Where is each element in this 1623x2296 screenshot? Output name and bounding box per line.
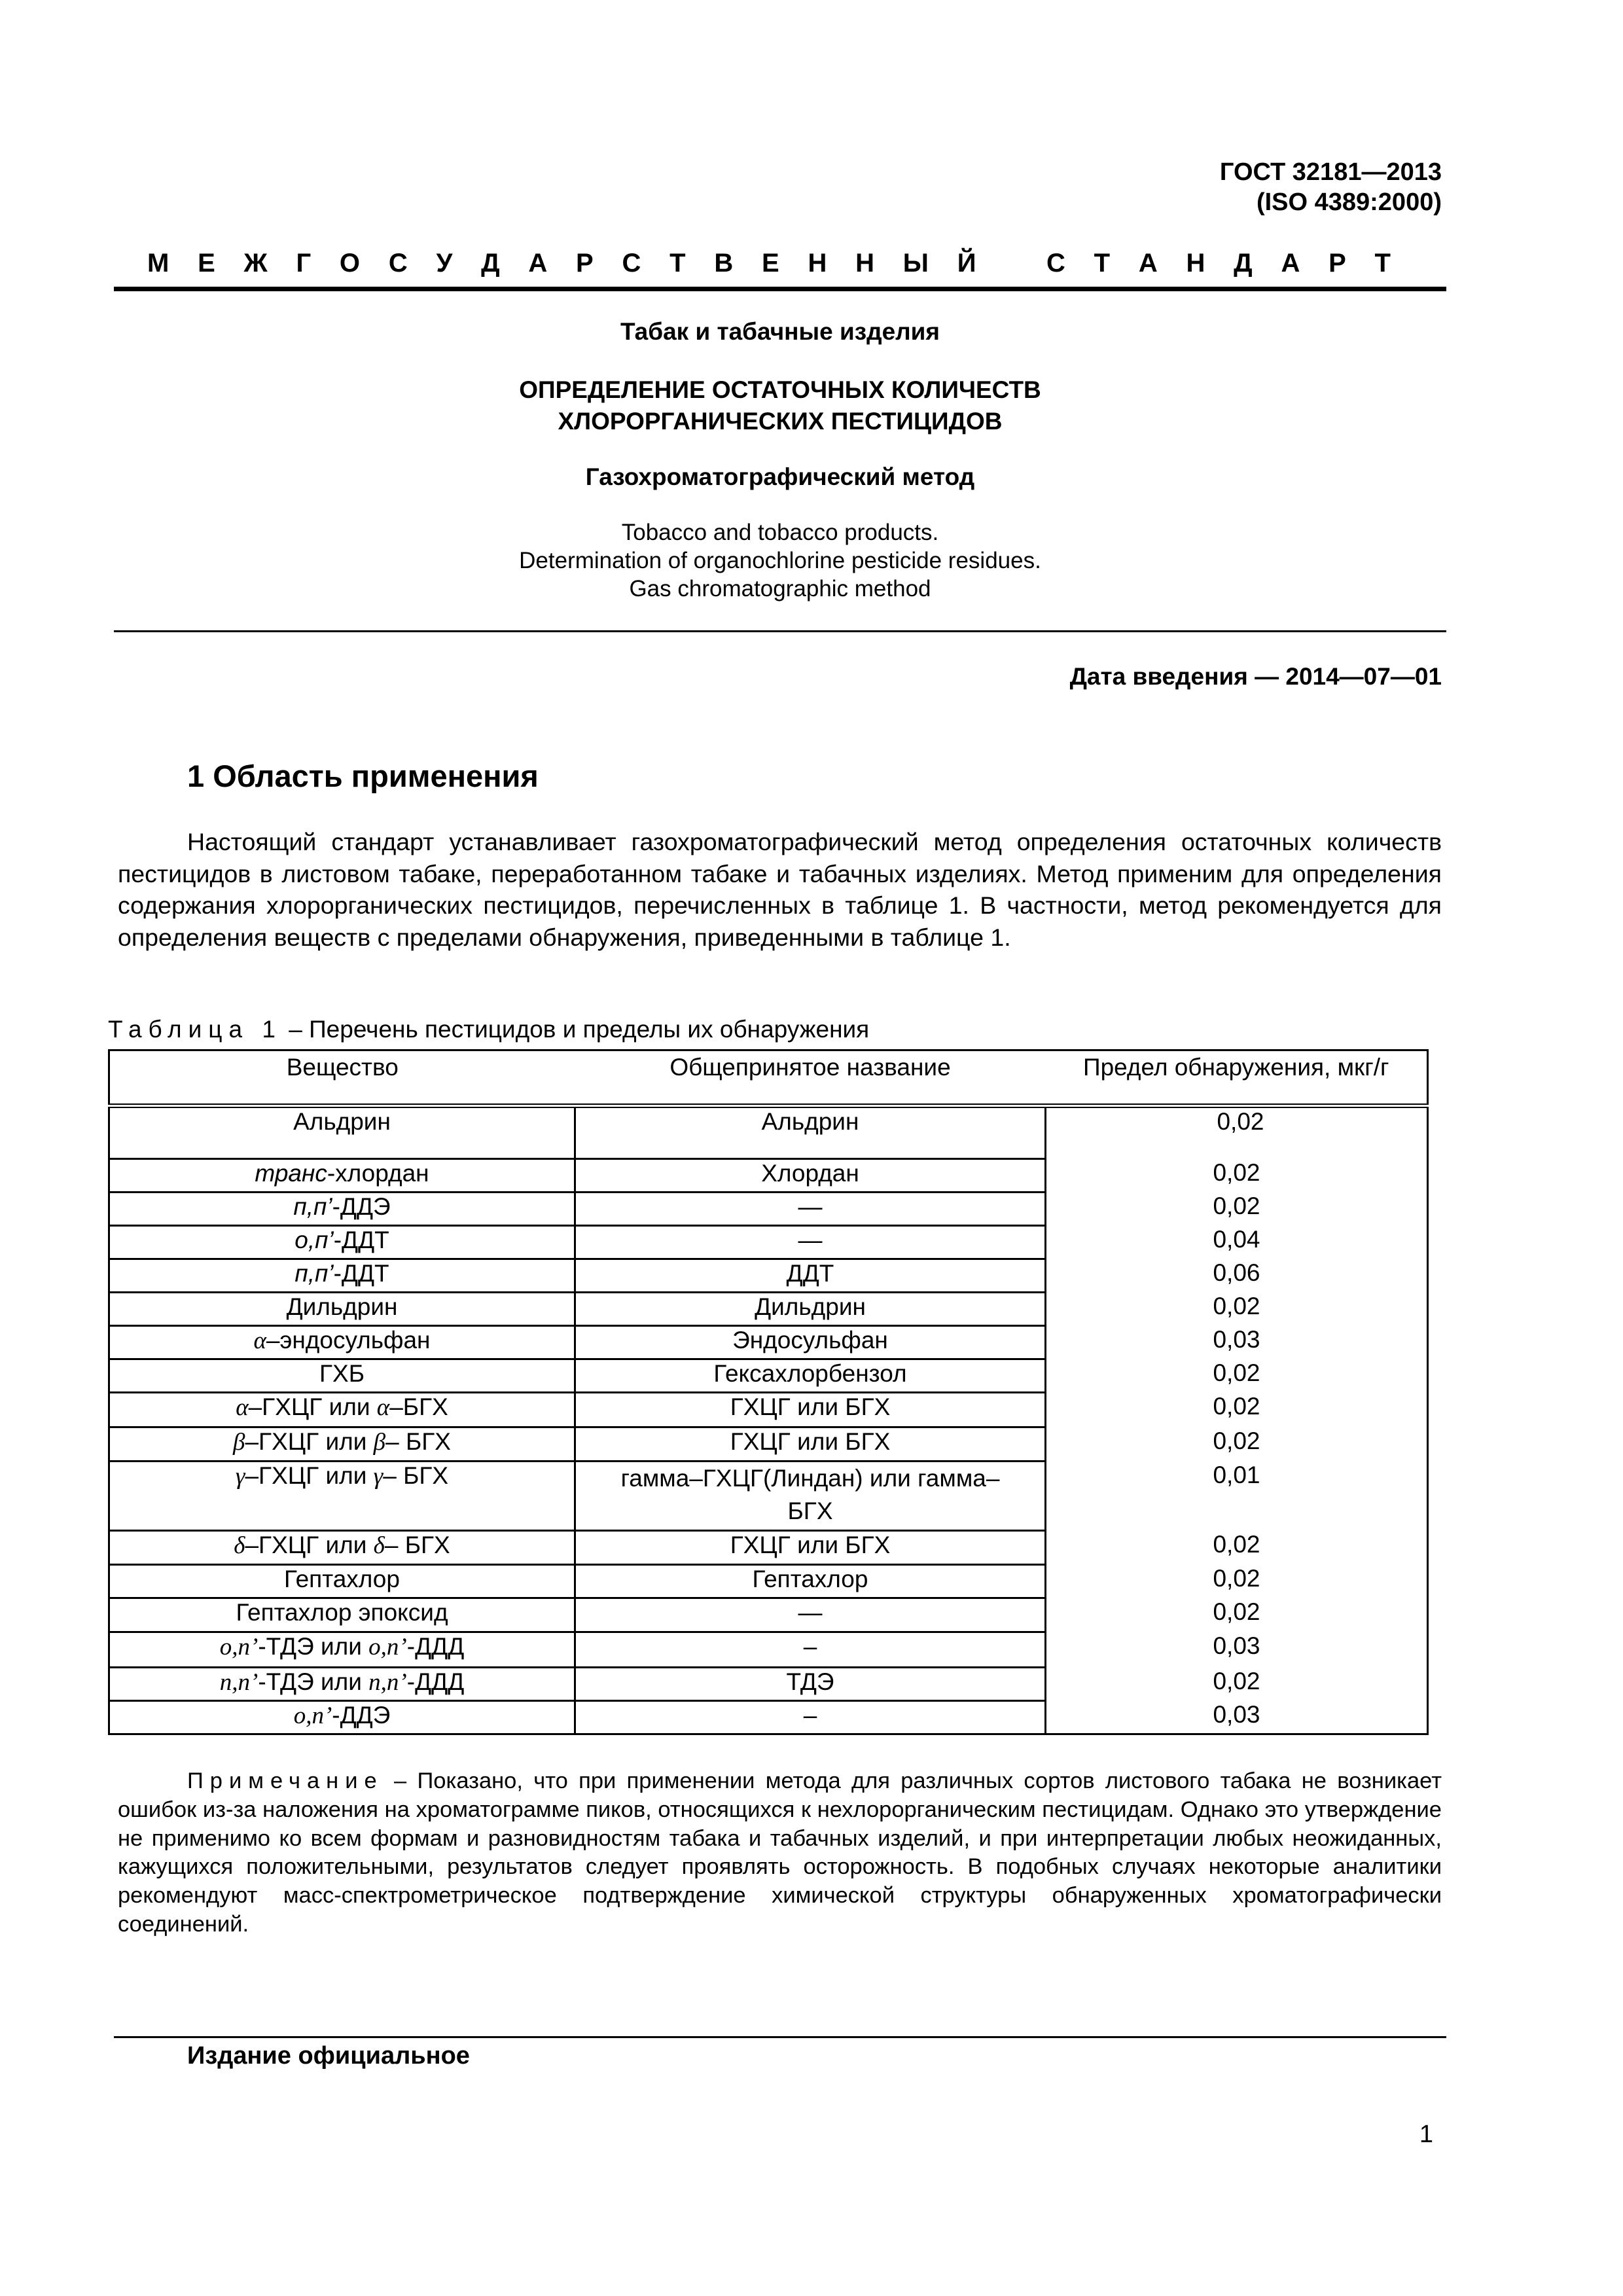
banner-letter: С <box>388 249 408 278</box>
substance-text: о,п’ <box>368 1634 407 1660</box>
table-header-row <box>109 1050 1428 1106</box>
substance-text: -ДДТ <box>333 1227 389 1253</box>
table-row <box>109 1598 1428 1632</box>
table-row <box>109 1427 1428 1462</box>
cell-common-name: гамма–ГХЦГ(Линдан) или гамма–БГХ <box>575 1462 1046 1531</box>
substance-text: δ <box>234 1532 245 1559</box>
effective-date: Дата введения — 2014—07—01 <box>1069 663 1442 690</box>
banner-letter: Е <box>762 249 779 278</box>
cell-common-name: — <box>575 1193 1046 1226</box>
substance-text: о,п’ <box>293 1702 332 1729</box>
substance-text: -хлордан <box>327 1160 429 1187</box>
section-paragraph <box>118 826 1442 953</box>
table-row <box>109 1462 1428 1531</box>
banner-gap <box>1005 249 1018 278</box>
cell-detection-limit: 0,02 <box>1046 1293 1428 1326</box>
interstate-standard-banner <box>147 249 1391 278</box>
english-title-line1: Tobacco and tobacco products. <box>621 520 939 545</box>
cell-substance <box>109 1632 575 1668</box>
substance-text: α <box>253 1327 266 1354</box>
substance-text: –ГХЦГ или <box>248 1393 377 1420</box>
banner-letter: Ж <box>243 249 268 278</box>
banner-letter: Ы <box>902 249 929 278</box>
english-title-line3: Gas chromatographic method <box>629 576 931 601</box>
table-row <box>109 1159 1428 1193</box>
table-row <box>109 1531 1428 1565</box>
table-row <box>109 1701 1428 1734</box>
table-row <box>109 1293 1428 1326</box>
banner-letter: Д <box>481 249 500 278</box>
cell-substance <box>109 1701 575 1734</box>
substance-text: – БГХ <box>385 1428 451 1455</box>
cell-substance <box>109 1531 575 1565</box>
page-number: 1 <box>1419 2121 1433 2148</box>
table-caption-label: Таблица 1 <box>108 1016 282 1043</box>
cell-detection-limit: 0,01 <box>1046 1462 1428 1531</box>
main-title-line2: ХЛОРОРГАНИЧЕСКИХ ПЕСТИЦИДОВ <box>558 408 1003 435</box>
footer-rule <box>114 2036 1446 2038</box>
substance-text: -ТДЭ или <box>258 1633 369 1660</box>
substance-text: -ДДД <box>406 1668 465 1695</box>
cell-common-name: Эндосульфан <box>575 1326 1046 1359</box>
banner-letter: Р <box>1329 249 1346 278</box>
cell-common-name: ГХЦГ или БГХ <box>575 1531 1046 1565</box>
cell-substance <box>109 1668 575 1701</box>
pesticide-table <box>108 1049 1429 1735</box>
banner-letter: Т <box>1094 249 1111 278</box>
cell-common-name: – <box>575 1632 1046 1668</box>
cell-substance <box>109 1359 575 1393</box>
cell-detection-limit: 0,02 <box>1046 1193 1428 1226</box>
substance-text: транс <box>255 1160 327 1187</box>
table-row <box>109 1565 1428 1598</box>
table-row <box>109 1632 1428 1668</box>
cell-common-name: — <box>575 1598 1046 1632</box>
substance-text: ГХБ <box>319 1360 365 1387</box>
cell-substance <box>109 1565 575 1598</box>
cell-detection-limit: 0,02 <box>1046 1427 1428 1462</box>
substance-text: γ <box>373 1463 383 1490</box>
cell-common-name: Хлордан <box>575 1159 1046 1193</box>
cell-substance <box>109 1427 575 1462</box>
banner-letter: Н <box>808 249 827 278</box>
cell-substance <box>109 1326 575 1359</box>
title-rule <box>114 630 1446 632</box>
cell-common-name: — <box>575 1226 1046 1259</box>
header-rule <box>114 287 1446 291</box>
cell-detection-limit: 0,03 <box>1046 1701 1428 1734</box>
table-caption <box>108 1016 869 1043</box>
substance-text: -ДДТ <box>333 1260 389 1287</box>
substance-text: – БГХ <box>383 1462 449 1489</box>
banner-letter: Т <box>669 249 686 278</box>
banner-letter: Н <box>1186 249 1205 278</box>
cell-detection-limit: 0,02 <box>1046 1668 1428 1701</box>
note-text: – Показано, что при применении метода для различных сортов листового табака не возникает ошибок из-за наложения на хроматограмме пиков, относящихся к нехлорорганическим пестицидам. Однако это утверждение не применимо ко всем формам и разновидностям табака и табачных изделий, и при интерпретации любых неожиданных, кажущихся положительными, результатов следует проявлять осторожность. В подобных случаях некоторые аналитики рекомендуют масс-спектрометрическое подтверждение химической структуры обнаруженных хроматографически соединений. <box>118 1768 1442 1937</box>
main-title <box>114 374 1446 437</box>
banner-letter: А <box>1281 249 1300 278</box>
table-row <box>109 1259 1428 1293</box>
substance-text: Дильдрин <box>286 1293 398 1320</box>
substance-text: γ <box>235 1463 245 1490</box>
cell-substance <box>109 1226 575 1259</box>
cell-common-name: Альдрин <box>575 1106 1046 1159</box>
table-row <box>109 1226 1428 1259</box>
substance-text: α <box>236 1394 249 1421</box>
substance-text: -ДДЭ <box>332 1193 391 1220</box>
banner-letter: Й <box>957 249 976 278</box>
substance-text: α <box>376 1394 390 1421</box>
banner-letter: Р <box>576 249 594 278</box>
cell-common-name: ДДТ <box>575 1259 1046 1293</box>
substance-text: δ <box>373 1532 385 1559</box>
substance-text: -ТДЭ или <box>258 1668 369 1695</box>
method-title: Газохроматографический метод <box>585 463 975 490</box>
substance-text: –эндосульфан <box>266 1327 431 1354</box>
header-common-name: Общепринятое название <box>575 1050 1046 1106</box>
banner-letter: У <box>436 249 453 278</box>
substance-text: –ГХЦГ или <box>245 1462 374 1489</box>
cell-common-name: – <box>575 1701 1046 1734</box>
english-title <box>114 518 1446 603</box>
substance-text: – БГХ <box>384 1532 450 1558</box>
table-row <box>109 1393 1428 1427</box>
banner-letter: Е <box>198 249 215 278</box>
cell-common-name: Гексахлорбензол <box>575 1359 1046 1393</box>
substance-text: о,п’ <box>219 1634 259 1660</box>
substance-text: β <box>233 1429 245 1456</box>
banner-letter: О <box>339 249 361 278</box>
table-note <box>118 1767 1442 1939</box>
banner-letter: А <box>1138 249 1158 278</box>
banner-letter: М <box>147 249 169 278</box>
cell-common-name: Дильдрин <box>575 1293 1046 1326</box>
table-row <box>109 1193 1428 1226</box>
substance-text: п,п’ <box>219 1669 259 1696</box>
cell-substance <box>109 1462 575 1531</box>
cell-common-name: ТДЭ <box>575 1668 1046 1701</box>
cell-detection-limit: 0,02 <box>1046 1106 1428 1159</box>
substance-text: β <box>373 1429 386 1456</box>
cell-detection-limit: 0,02 <box>1046 1359 1428 1393</box>
cell-common-name: ГХЦГ или БГХ <box>575 1427 1046 1462</box>
banner-letter: С <box>622 249 641 278</box>
gost-number: ГОСТ 32181—2013 <box>1219 158 1442 186</box>
cell-substance <box>109 1193 575 1226</box>
cell-detection-limit: 0,06 <box>1046 1259 1428 1293</box>
table-caption-text: – Перечень пестицидов и пределы их обнаружения <box>281 1016 870 1043</box>
official-edition: Издание официальное <box>187 2042 470 2070</box>
iso-number: (ISO 4389:2000) <box>1256 188 1442 216</box>
banner-letter: Н <box>855 249 875 278</box>
cell-detection-limit: 0,02 <box>1046 1531 1428 1565</box>
substance-text: –БГХ <box>389 1393 448 1420</box>
substance-text: о,п’ <box>294 1227 334 1253</box>
subject-title: Табак и табачные изделия <box>620 318 940 345</box>
cell-substance <box>109 1293 575 1326</box>
table-row <box>109 1326 1428 1359</box>
banner-letter: Т <box>1374 249 1391 278</box>
banner-letter: Д <box>1234 249 1253 278</box>
cell-detection-limit: 0,02 <box>1046 1393 1428 1427</box>
banner-letter: Г <box>296 249 312 278</box>
note-label: Примечание <box>187 1768 383 1793</box>
cell-common-name: Гептахлор <box>575 1565 1046 1598</box>
substance-text: -ДДД <box>406 1633 465 1660</box>
cell-common-name: ГХЦГ или БГХ <box>575 1393 1046 1427</box>
substance-text: п,п’ <box>368 1669 407 1696</box>
cell-detection-limit: 0,03 <box>1046 1632 1428 1668</box>
english-title-line2: Determination of organochlorine pesticide residues. <box>519 548 1041 573</box>
substance-text: -ДДЭ <box>332 1702 391 1729</box>
cell-substance <box>109 1259 575 1293</box>
cell-detection-limit: 0,04 <box>1046 1226 1428 1259</box>
substance-text: –ГХЦГ или <box>245 1532 374 1558</box>
substance-text: Гептахлор <box>284 1566 400 1592</box>
substance-text: Альдрин <box>293 1108 391 1135</box>
table-row <box>109 1668 1428 1701</box>
paragraph-text: Настоящий стандарт устанавливает газохроматографический метод определения остаточных количеств пестицидов в листовом табаке, переработанном табаке и табачных изделиях. Метод применим для определения содержания хлорорганических пестицидов, перечисленных в таблице 1. В частности, метод рекомендуется для определения веществ с пределами обнаружения, приведенными в таблице 1. <box>118 828 1442 951</box>
cell-detection-limit: 0,02 <box>1046 1159 1428 1193</box>
banner-letter: С <box>1046 249 1065 278</box>
cell-substance <box>109 1159 575 1193</box>
cell-substance <box>109 1598 575 1632</box>
banner-letter: А <box>528 249 548 278</box>
header-detection-limit: Предел обнаружения, мкг/г <box>1046 1050 1428 1106</box>
main-title-line1: ОПРЕДЕЛЕНИЕ ОСТАТОЧНЫХ КОЛИЧЕСТВ <box>519 376 1041 403</box>
substance-text: –ГХЦГ или <box>245 1428 374 1455</box>
banner-letter: В <box>714 249 734 278</box>
cell-detection-limit: 0,02 <box>1046 1598 1428 1632</box>
cell-substance <box>109 1393 575 1427</box>
substance-text: п,п’ <box>293 1193 332 1220</box>
table-row <box>109 1106 1428 1159</box>
standard-designation <box>1220 157 1442 217</box>
cell-detection-limit: 0,02 <box>1046 1565 1428 1598</box>
section-heading: 1 Область применения <box>187 759 539 793</box>
header-substance: Вещество <box>109 1050 575 1106</box>
cell-detection-limit: 0,03 <box>1046 1326 1428 1359</box>
table-row <box>109 1359 1428 1393</box>
substance-text: п,п’ <box>294 1260 334 1287</box>
cell-substance <box>109 1106 575 1159</box>
substance-text: Гептахлор эпоксид <box>236 1599 448 1626</box>
